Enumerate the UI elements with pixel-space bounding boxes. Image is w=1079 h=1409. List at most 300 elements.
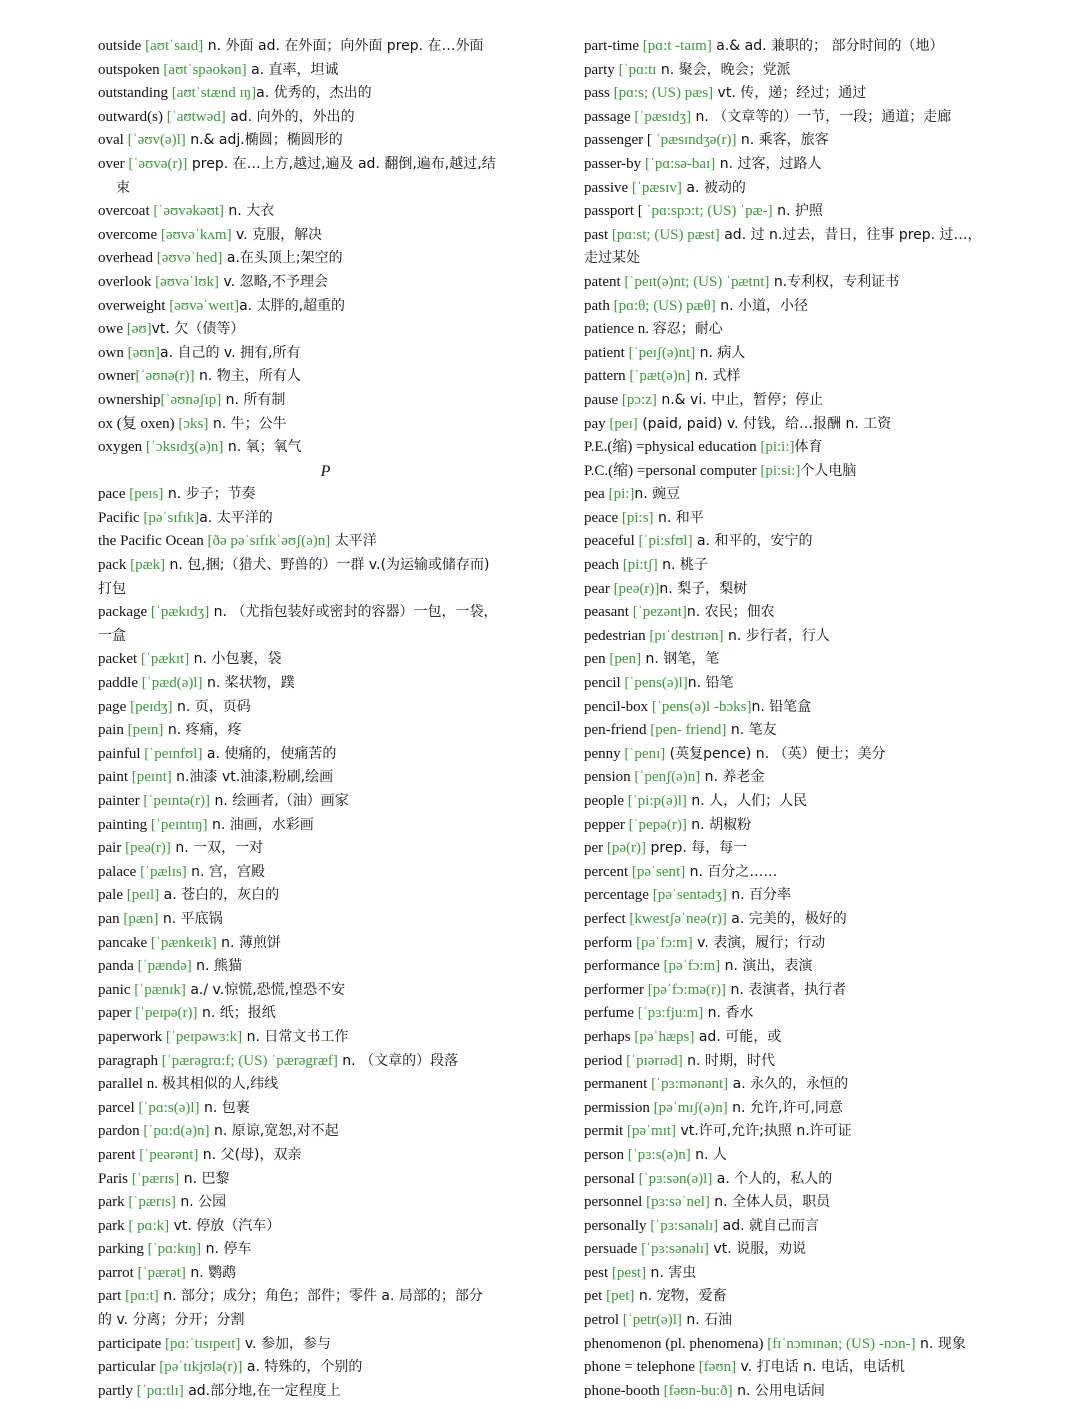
dictionary-entry <box>584 1120 1034 1144</box>
dictionary-entry <box>98 318 553 342</box>
dictionary-entry <box>584 1309 1034 1333</box>
entry-phonetic: [pəˈfɔ:mə(r)] <box>647 981 726 998</box>
entry-definition: a./ v.惊慌,恐慌,惶恐不安 <box>185 981 346 998</box>
entry-phonetic: [ˈpɜ:mənənt] <box>651 1076 729 1093</box>
entry-definition: n. 护照 <box>772 203 823 220</box>
entry-word: peasant <box>584 604 633 621</box>
entry-phonetic: [peɪn] <box>127 722 164 739</box>
dictionary-entry <box>98 59 553 83</box>
entry-word: performer <box>584 981 648 998</box>
entry-word: owe <box>98 321 127 338</box>
entry-word: part <box>98 1288 126 1305</box>
entry-phonetic: [pen] <box>609 651 642 668</box>
entry-definition: n. 乘客，旅客 <box>736 132 829 149</box>
dictionary-entry <box>584 530 1034 554</box>
entry-word: perfect <box>584 910 630 927</box>
dictionary-entry <box>584 1262 1034 1286</box>
entry-phonetic: [ɔks] <box>178 415 209 432</box>
dictionary-entry <box>584 460 1034 484</box>
entry-phonetic: [pəˈsɪfɪk] <box>143 509 200 526</box>
entry-definition: n. 平底锅 <box>158 910 223 927</box>
dictionary-entry <box>584 129 1034 153</box>
dictionary-entry <box>584 389 1034 413</box>
entry-word: permission <box>584 1099 654 1116</box>
entry-definition: 体育 <box>794 439 823 456</box>
section-heading: P <box>320 462 331 480</box>
entry-word: phone = telephone <box>584 1359 699 1376</box>
entry-definition: n. 部分；成分；角色；部件；零件 a. 局部的；部分 <box>158 1288 483 1305</box>
entry-phonetic: [ˈpænɪk] <box>134 981 186 998</box>
entry-definition: n. 和平 <box>653 509 704 526</box>
entry-phonetic: [əʊvəˈkʌm] <box>160 226 232 243</box>
entry-word: personally <box>584 1217 651 1234</box>
entry-word: palace <box>98 863 141 880</box>
entry-phonetic: [peɪnt] <box>131 769 172 786</box>
entry-word: ownership <box>98 391 161 408</box>
entry-definition: v. 忽略,不予理会 <box>219 273 329 290</box>
entry-definition: a. 苍白的，灰白的 <box>159 887 280 904</box>
entry-word: personnel <box>584 1194 647 1211</box>
dictionary-entry <box>584 365 1034 389</box>
entry-word: panda <box>98 958 138 975</box>
entry-word: package <box>98 604 151 621</box>
entry-word: passer-by <box>584 155 645 172</box>
dictionary-entry <box>98 224 553 248</box>
entry-phonetic: [ˈpɑ:tlɪ] <box>136 1382 184 1399</box>
entry-definition: a. 太胖的,超重的 <box>239 297 346 314</box>
entry-definition: n. 胡椒粉 <box>686 816 752 833</box>
entry-phonetic: [pi:s] <box>621 509 654 526</box>
entry-phonetic: [ˈpɜ:sən(ə)l] <box>638 1170 713 1187</box>
entry-word: period <box>584 1052 627 1069</box>
entry-definition: a. 特殊的，个别的 <box>242 1359 363 1376</box>
dictionary-entry <box>584 318 1034 342</box>
entry-phonetic: [kwestʃəˈneə(r)] <box>629 910 727 927</box>
entry-phonetic: [peə(r)] <box>125 840 171 857</box>
entry-word: pardon <box>98 1123 144 1140</box>
entry-phonetic: [ˈpænkeɪk] <box>150 934 217 951</box>
entry-word: over <box>98 155 129 172</box>
entry-definition-continued: 走过某处 <box>584 250 640 267</box>
entry-word: pedestrian <box>584 627 650 644</box>
dictionary-entry <box>98 1380 553 1404</box>
dictionary-entry <box>98 483 553 507</box>
dictionary-entry <box>584 436 1034 460</box>
dictionary-entry <box>584 1380 1034 1404</box>
entry-phonetic: [pæk] <box>130 557 166 574</box>
entry-definition: n. 大衣 <box>223 203 275 220</box>
entry-definition: n. 纸；报纸 <box>197 1005 276 1022</box>
entry-word: packet <box>98 651 141 668</box>
entry-definition: n. 熊猫 <box>191 958 242 975</box>
entry-word: pest <box>584 1264 612 1281</box>
entry-phonetic: [pet] <box>606 1288 635 1305</box>
entry-phonetic: [peə(r)] <box>613 580 660 597</box>
entry-phonetic: [ˈpenʃ(ə)n] <box>634 769 701 786</box>
entry-word: people <box>584 793 628 809</box>
entry-phonetic: [pɑ:θ; (US) pæθ] <box>613 297 716 314</box>
entry-word: P.C.(缩) =personal computer <box>584 462 761 479</box>
entry-definition: 容忍；耐心 <box>652 321 723 338</box>
entry-definition: n. 公用电话间 <box>732 1382 825 1399</box>
entry-word: party <box>584 61 619 78</box>
entry-word: parent <box>98 1146 140 1163</box>
entry-definition: n. 巴黎 <box>179 1170 230 1187</box>
entry-word: perhaps <box>584 1028 635 1045</box>
dictionary-entry <box>98 554 553 601</box>
entry-word: path <box>584 297 614 314</box>
entry-phonetic: [aʊtˈsaɪd] <box>145 38 204 54</box>
entry-phonetic: [ˈəʊnəʃɪp] <box>160 391 222 408</box>
dictionary-entry <box>584 908 1034 932</box>
entry-word: paint <box>98 769 132 786</box>
entry-word: patient <box>584 344 629 361</box>
entry-definition-continued: 一盒 <box>98 627 126 644</box>
entry-word: pay <box>584 415 610 432</box>
dictionary-entry <box>98 413 553 437</box>
entry-definition: n. 石油 <box>681 1312 733 1329</box>
entry-phonetic: [pen- friend] <box>650 722 727 739</box>
entry-word: person <box>584 1146 628 1163</box>
dictionary-entry <box>584 483 1034 507</box>
entry-definition: n. 氧；氧气 <box>223 439 302 456</box>
entry-phonetic: [ˈpærət] <box>137 1264 186 1281</box>
dictionary-entry <box>98 696 553 720</box>
entry-word: permanent <box>584 1076 652 1093</box>
entry-word: phone-booth <box>584 1382 664 1399</box>
entry-definition: n. 停车 <box>201 1241 252 1258</box>
entry-definition: 太平洋 <box>330 533 377 550</box>
dictionary-entry <box>584 1073 1034 1097</box>
entry-definition: a. 优秀的，杰出的 <box>256 85 372 102</box>
entry-word: partly <box>98 1382 137 1399</box>
entry-phonetic: [ˈpɑ:sə-baɪ] <box>644 155 716 172</box>
entry-phonetic: [ˈpærɪs] <box>128 1194 176 1211</box>
entry-phonetic: [əʊn] <box>127 344 160 361</box>
dictionary-entry <box>98 1285 553 1332</box>
dictionary-entry <box>584 955 1034 979</box>
dictionary-entry <box>584 1002 1034 1026</box>
entry-word: pair <box>98 840 126 857</box>
entry-definition: n. 铅笔盒 <box>751 698 812 715</box>
entry-phonetic: [ˈpærɪs] <box>131 1170 180 1187</box>
entry-word: pause <box>584 391 622 408</box>
entry-word: overhead <box>98 250 157 267</box>
entry-word: own <box>98 344 128 361</box>
entry-definition: a. 永久的，永恒的 <box>728 1076 849 1093</box>
entry-phonetic: [ˈpæd(ə)l] <box>141 675 203 692</box>
entry-word: paragraph <box>98 1052 162 1069</box>
dictionary-entry <box>584 648 1034 672</box>
dictionary-entry <box>98 884 553 908</box>
entry-word: pen <box>584 651 610 668</box>
entry-word: parking <box>98 1241 148 1258</box>
entry-word: Pacific <box>98 509 144 526</box>
entry-phonetic: [pɑ:t -taɪm] <box>642 38 712 54</box>
entry-word: park <box>98 1194 129 1211</box>
entry-definition: vt.许可,允许;执照 n.许可证 <box>676 1123 852 1140</box>
entry-definition: prep. 每，每一 <box>646 840 748 857</box>
entry-word: park <box>98 1217 129 1234</box>
entry-word: peace <box>584 509 622 526</box>
entry-definition: n. 鹦鹉 <box>185 1264 237 1281</box>
entry-phonetic: [ˈpi:sfʊl] <box>638 533 693 550</box>
entry-word: pen-friend <box>584 722 651 739</box>
entry-phonetic: [ˈpɜ:sənəlɪ] <box>650 1217 719 1234</box>
entry-definition: n. 页，页码 <box>172 698 251 715</box>
entry-phonetic: [pəˈsent] <box>631 863 686 880</box>
entry-word: outside <box>98 38 146 54</box>
entry-definition: n. 现象 <box>915 1335 966 1352</box>
entry-definition: ad.部分地,在一定程度上 <box>183 1382 341 1399</box>
dictionary-entry <box>584 814 1034 838</box>
entry-word: passport [ <box>584 203 647 220</box>
dictionary-entry <box>98 129 553 153</box>
entry-phonetic: ˈpɑ:spɔ:t; (US) ˈpæ-] <box>646 203 773 220</box>
dictionary-entry <box>584 1238 1034 1262</box>
entry-definition: n. 人 <box>690 1146 727 1163</box>
entry-definition: a. 个人的，私人的 <box>712 1170 833 1187</box>
dictionary-entry <box>98 1191 553 1215</box>
entry-phonetic: [ˈpændə] <box>137 958 192 975</box>
dictionary-entry <box>584 1215 1034 1239</box>
entry-definition-continued: 束 <box>116 179 130 196</box>
entry-definition: n. 步子；节奏 <box>163 486 256 503</box>
entry-word: Paris <box>98 1170 132 1187</box>
entry-definition: a.在头顶上;架空的 <box>222 250 343 267</box>
entry-definition: n. 笔友 <box>726 722 777 739</box>
entry-phonetic: [ pɑ:k] <box>128 1217 170 1234</box>
entry-definition: n. 桃子 <box>657 557 708 574</box>
entry-definition: vt. 欠（债等） <box>151 321 245 338</box>
entry-definition: a. 太平洋的 <box>199 509 273 526</box>
entry-phonetic: [ˈpeɪpə(r)] <box>135 1005 198 1022</box>
entry-word: pepper <box>584 816 629 833</box>
dictionary-entry <box>584 1191 1034 1215</box>
entry-word: oxygen <box>98 439 146 456</box>
entry-definition: 极其相似的人,纬线 <box>161 1076 279 1093</box>
entry-definition: n. 过客，过路人 <box>715 155 822 172</box>
entry-word: pancake <box>98 934 151 951</box>
entry-definition: v. 打电话 n. 电话，电话机 <box>736 1359 905 1376</box>
dictionary-entry <box>98 365 553 389</box>
entry-word: peach <box>584 557 623 574</box>
dictionary-entry <box>584 1285 1034 1309</box>
dictionary-entry <box>98 908 553 932</box>
entry-phonetic: [pɑ:ˈtɪsɪpeɪt] <box>165 1335 241 1352</box>
entry-phonetic: [ˈpæt(ə)n] <box>629 368 691 385</box>
dictionary-entry <box>98 790 553 814</box>
entry-phonetic: [peɪs] <box>129 486 164 503</box>
entry-word: panic <box>98 981 135 998</box>
entry-definition: ad. 向外的，外出的 <box>225 108 355 125</box>
entry-word: overlook <box>98 273 156 290</box>
dictionary-entry <box>98 153 553 200</box>
entry-word: painful <box>98 745 145 762</box>
dictionary-entry <box>584 884 1034 908</box>
dictionary-entry <box>584 625 1034 649</box>
entry-definition: n. 养老金 <box>700 769 765 786</box>
entry-definition: n. 聚会，晚会；党派 <box>656 61 791 78</box>
entry-word: peaceful <box>584 533 639 550</box>
entry-definition-continued: 的 v. 分离；分开；分割 <box>98 1312 245 1329</box>
entry-definition: n. 害虫 <box>646 1264 697 1281</box>
dictionary-entry <box>584 837 1034 861</box>
entry-word: pencil <box>584 675 625 692</box>
left-column <box>98 35 553 1403</box>
entry-definition: n. 所有制 <box>221 391 286 408</box>
dictionary-entry <box>98 743 553 767</box>
entry-phonetic: [ˈpeɪnfʊl] <box>144 745 203 762</box>
entry-definition: n. 公园 <box>175 1194 227 1211</box>
entry-phonetic: [ˈpɑ:d(ə)n] <box>143 1123 210 1140</box>
dictionary-entry <box>584 224 1034 271</box>
entry-definition: n. 演出，表演 <box>720 958 813 975</box>
entry-word: pet <box>584 1288 607 1305</box>
entry-phonetic: [əʊvəˈweɪt] <box>169 297 240 314</box>
entry-phonetic: [ˈpeɪʃ(ə)nt] <box>628 344 696 361</box>
entry-word: pear <box>584 580 614 597</box>
entry-phonetic: [ˈpɜ:sənəlɪ] <box>641 1241 710 1258</box>
entry-phonetic: [pɜ:səˈnel] <box>646 1194 710 1211</box>
dictionary-entry <box>98 106 553 130</box>
entry-phonetic: [pəˈmɪʃ(ə)n] <box>653 1099 728 1116</box>
entry-definition: v. 参加，参与 <box>240 1335 331 1352</box>
entry-definition: n. 梨子，梨树 <box>659 580 748 597</box>
dictionary-entry <box>98 82 553 106</box>
entry-phonetic: [ˈpens(ə)l] <box>624 675 688 692</box>
entry-phonetic: [pɑ:st; (US) pæst] <box>611 226 720 243</box>
entry-phonetic: [ˈəʊv(ə)l] <box>127 132 186 149</box>
dictionary-entry <box>98 1144 553 1168</box>
dictionary-entry <box>584 672 1034 696</box>
entry-definition: n.& adj.椭圆；椭圆形的 <box>185 132 343 149</box>
entry-definition: vt. 说服，劝说 <box>709 1241 807 1258</box>
entry-definition: n. 钢笔，笔 <box>641 651 720 668</box>
entry-definition: n. 病人 <box>695 344 746 361</box>
entry-phonetic: [aʊtˈstænd ɪŋ] <box>171 85 257 102</box>
dictionary-entry <box>98 295 553 319</box>
entry-phonetic: [ˈpeɪntɪŋ] <box>150 816 208 833</box>
entry-word: pattern <box>584 368 630 385</box>
entry-phonetic: [əʊvəˈlʊk] <box>155 273 220 290</box>
entry-definition: n. 允许,许可,同意 <box>727 1099 843 1116</box>
entry-definition: a. 直率，坦诚 <box>246 61 339 78</box>
dictionary-entry <box>98 530 553 554</box>
dictionary-entry <box>98 861 553 885</box>
dictionary-entry <box>584 554 1034 578</box>
entry-phonetic: [pi:i:] <box>760 439 795 456</box>
dictionary-entry <box>584 413 1034 437</box>
entry-word: ox (复 oxen) <box>98 415 179 432</box>
entry-phonetic: [ˈəʊvə(r)] <box>128 155 188 172</box>
entry-word: part-time <box>584 38 643 54</box>
dictionary-entry <box>98 271 553 295</box>
entry-phonetic: [əʊ] <box>126 321 152 338</box>
entry-phonetic: [ˈpeɪpəwɜ:k] <box>165 1028 243 1045</box>
entry-definition: ad. 过 n.过去，昔日，往事 prep. 过…， <box>719 226 982 243</box>
entry-word: overcoat <box>98 203 154 220</box>
entry-definition: n. 物主，所有人 <box>194 368 301 385</box>
entry-phonetic: [ˈəʊnə(r)] <box>135 368 195 385</box>
dictionary-entry <box>98 389 553 413</box>
entry-word: penny <box>584 745 625 762</box>
entry-definition: vt. 停放（汽车） <box>169 1217 281 1234</box>
entry-definition: n.油漆 vt.油漆,粉刷,绘画 <box>171 769 334 786</box>
right-column <box>584 35 1034 1403</box>
entry-phonetic: [ˈpezənt] <box>632 604 687 621</box>
entry-definition: n. 父(母)，双亲 <box>198 1146 302 1163</box>
entry-word: overweight <box>98 297 170 314</box>
dictionary-entry <box>584 743 1034 767</box>
entry-word: pale <box>98 887 127 904</box>
entry-definition: a. 使痛的，使痛苦的 <box>202 745 337 762</box>
entry-word: per <box>584 840 607 857</box>
entry-word: passage <box>584 108 635 125</box>
entry-phonetic: [ˈpɪərɪəd] <box>626 1052 683 1069</box>
entry-definition: n. 桨状物，蹼 <box>202 675 295 692</box>
entry-phonetic: [pɔ:z] <box>621 391 657 408</box>
entry-word: pension <box>584 769 635 786</box>
entry-word: particular <box>98 1359 160 1376</box>
entry-phonetic: [pɑ:s; (US) pæs] <box>613 85 714 102</box>
entry-word: pass <box>584 85 614 102</box>
entry-phonetic: [pəˈhæps] <box>634 1028 695 1045</box>
dictionary-entry <box>98 1333 553 1357</box>
dictionary-entry <box>98 247 553 271</box>
entry-phonetic: [ˈɔksɪdʒ(ə)n] <box>145 439 224 456</box>
entry-word: pack <box>98 557 131 574</box>
dictionary-entry <box>584 1333 1034 1357</box>
dictionary-entry <box>98 601 553 648</box>
entry-phonetic: [ˈpenɪ] <box>624 745 666 762</box>
dictionary-entry <box>584 177 1034 201</box>
entry-phonetic: [pəˈsentədʒ] <box>652 887 727 904</box>
entry-phonetic: [ˈpi:p(ə)l] <box>627 793 687 809</box>
dictionary-entry <box>584 342 1034 366</box>
dictionary-entry <box>584 766 1034 790</box>
entry-phonetic: [fɪˈnɔmɪnən; (US) -nɔn-] <box>767 1335 916 1352</box>
entry-definition: n. 一双，一对 <box>170 840 264 857</box>
dictionary-entry <box>584 696 1034 720</box>
entry-word: painting <box>98 816 151 833</box>
dictionary-entry <box>98 1073 553 1097</box>
dictionary-entry <box>584 719 1034 743</box>
entry-definition: n. 包裹 <box>199 1099 250 1116</box>
entry-definition: n. 小道，小径 <box>715 297 809 314</box>
entry-phonetic: [ˈpɑ:tɪ <box>618 61 657 78</box>
entry-definition: n. 式样 <box>690 368 741 385</box>
entry-phonetic: [ˈpetr(ə)l] <box>622 1312 682 1329</box>
dictionary-entry <box>584 861 1034 885</box>
dictionary-entry <box>98 672 553 696</box>
entry-definition: a. 和平的，安宁的 <box>692 533 813 550</box>
dictionary-entry <box>584 932 1034 956</box>
dictionary-entry <box>98 932 553 956</box>
entry-definition: n. 香水 <box>703 1005 754 1022</box>
entry-word: patience n. <box>584 321 653 338</box>
entry-phonetic: [ˈaʊtwəd] <box>166 108 226 125</box>
dictionary-entry <box>584 271 1034 295</box>
dictionary-entry <box>584 295 1034 319</box>
dictionary-entry <box>98 35 553 59</box>
entry-definition: a. 自己的 v. 拥有,所有 <box>159 344 301 361</box>
entry-definition: ad. 就自己而言 <box>718 1217 820 1234</box>
entry-word: percentage <box>584 887 653 904</box>
dictionary-entry <box>584 1356 1034 1380</box>
dictionary-entry <box>584 106 1034 130</box>
dictionary-entry <box>98 342 553 366</box>
